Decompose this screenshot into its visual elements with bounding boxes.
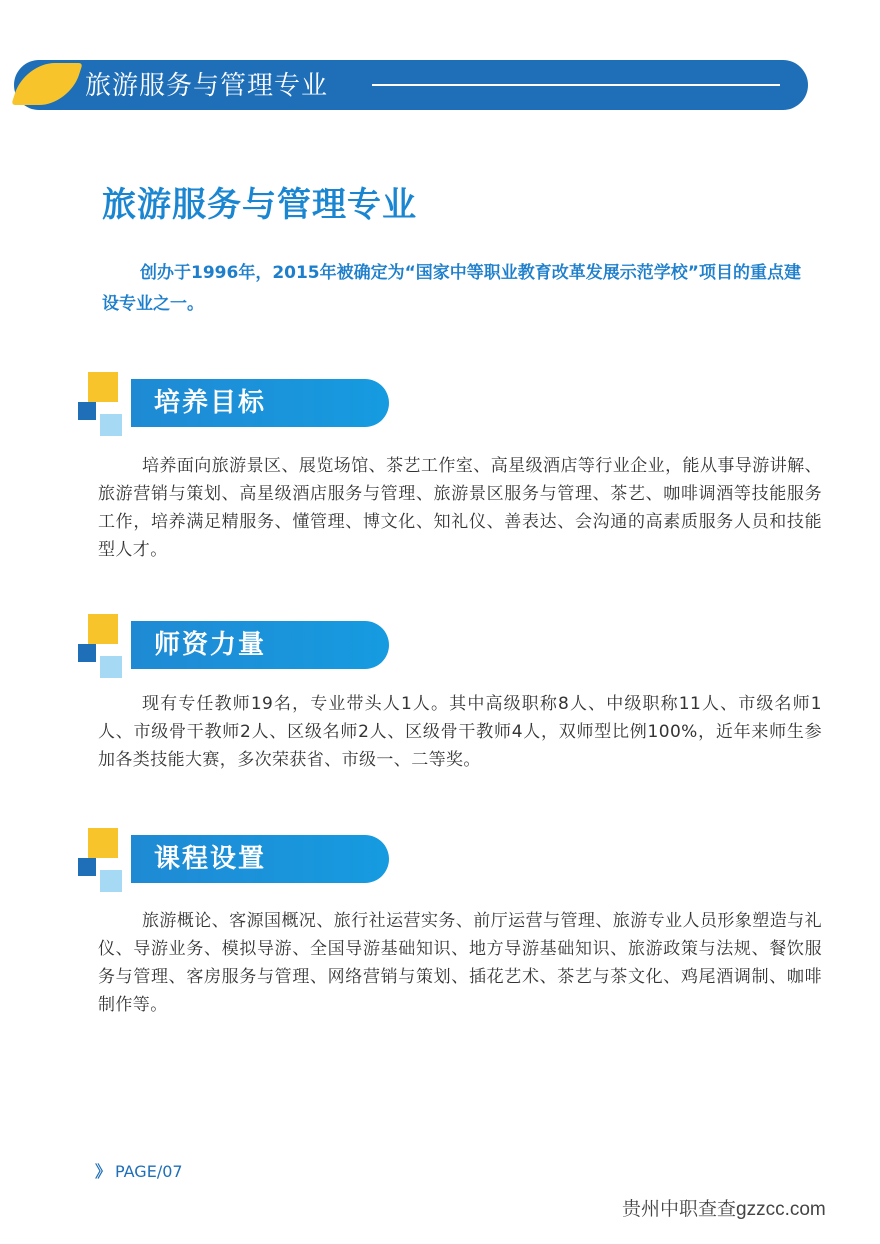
light-blue-square-icon: [100, 414, 122, 436]
section-header-faculty: [78, 614, 398, 684]
section-title: 师资力量: [154, 630, 267, 660]
yellow-square-icon: [88, 614, 118, 644]
header-title: 旅游服务与管理专业: [85, 71, 329, 101]
section-title: 课程设置: [154, 844, 267, 874]
light-blue-square-icon: [100, 870, 122, 892]
section-pill: [131, 835, 389, 883]
section-header-goals: [78, 372, 398, 442]
watermark: 贵州中职查查gzzcc.com: [622, 1199, 826, 1220]
page-title: 旅游服务与管理专业: [102, 185, 417, 225]
section-title: 培养目标: [154, 388, 267, 418]
section-body-goals: 培养面向旅游景区、展览场馆、茶艺工作室、高星级酒店等行业企业，能从事导游讲解、旅游营销与策划、高星级酒店服务与管理、旅游景区服务与管理、茶艺、咖啡调酒等技能服务工作，培养满足精服务、懂管理、博文化、知礼仪、善表达、会沟通的高素质服务人员和技能型人才。: [98, 456, 822, 560]
section-body-courses: 旅游概论、客源国概况、旅行社运营实务、前厅运营与管理、旅游专业人员形象塑造与礼仪、导游业务、模拟导游、全国导游基础知识、地方导游基础知识、旅游政策与法规、餐饮服务与管理、客房服务与管理、网络营销与策划、插花艺术、茶艺与茶文化、鸡尾酒调制、咖啡制作等。: [98, 911, 822, 1015]
yellow-square-icon: [88, 372, 118, 402]
section-header-courses: [78, 828, 398, 898]
blue-square-icon: [78, 858, 96, 876]
section-pill: [131, 379, 389, 427]
blue-square-icon: [78, 402, 96, 420]
light-blue-square-icon: [100, 656, 122, 678]
header-divider: [372, 84, 780, 86]
chevron-right-icon: 》: [95, 1162, 112, 1181]
section-pill: [131, 621, 389, 669]
section-body-faculty: 现有专任教师19名，专业带头人1人。其中高级职称8人、中级职称11人、市级名师1人、市级骨干教师2人、区级名师2人、区级骨干教师4人，双师型比例100%，近年来师生参加各类技能大赛，多次荣获省、市级一、二等奖。: [98, 694, 822, 770]
page-number: [95, 1160, 183, 1184]
yellow-square-icon: [88, 828, 118, 858]
intro-paragraph: 创办于1996年，2015年被确定为“国家中等职业教育改革发展示范学校”项目的重点建设专业之一。: [102, 263, 801, 314]
blue-square-icon: [78, 644, 96, 662]
page-number-label: PAGE/07: [115, 1162, 183, 1181]
